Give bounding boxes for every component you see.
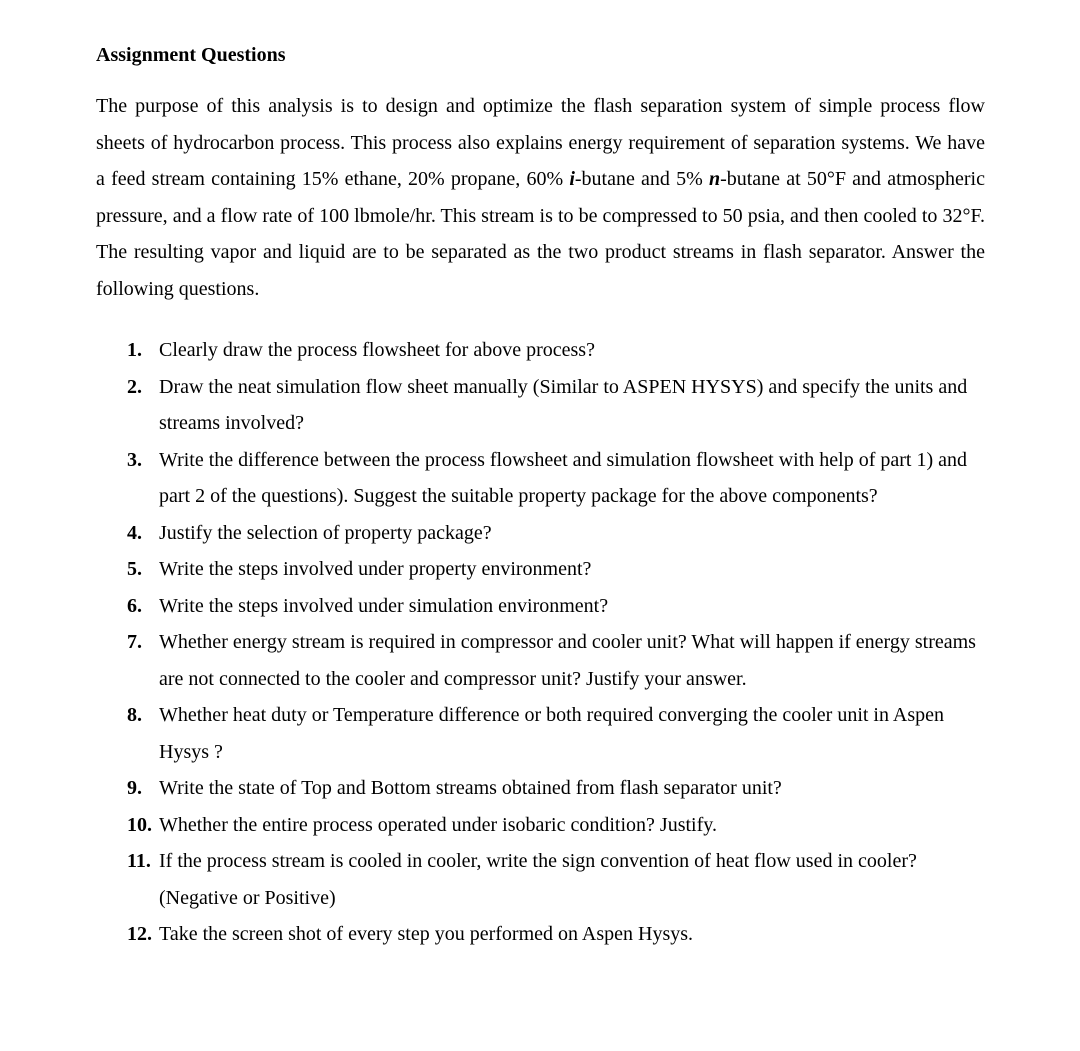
- question-item: [127, 332, 987, 369]
- question-number: 2.: [127, 375, 142, 398]
- question-number: 10.: [127, 813, 152, 836]
- intro-i-prefix: i: [569, 168, 575, 191]
- intro-text-part3: -butane at 50°F and atmospheric pressure, and a flow rate of 100 lbmole/hr. This stream is to be compressed to 50 psia, and then cooled to 32°F. The resulting vapor and liquid are to be separated as the two product streams in flash separator. Answer the following questions.: [96, 168, 985, 300]
- question-number: 4.: [127, 521, 142, 544]
- question-text: Clearly draw the process flowsheet for above process?: [159, 339, 595, 361]
- question-item: [127, 807, 987, 844]
- question-item: [127, 551, 987, 588]
- question-item: [127, 588, 987, 625]
- question-item: [127, 442, 987, 515]
- question-text: If the process stream is cooled in cooler, write the sign convention of heat flow used in cooler? (Negative or Positive): [159, 850, 917, 909]
- question-text: Take the screen shot of every step you performed on Aspen Hysys.: [159, 923, 694, 945]
- question-item: [127, 770, 987, 807]
- question-text: Write the difference between the process flowsheet and simulation flowsheet with help of part 1) and part 2 of the questions). Suggest the suitable property package for the above components?: [159, 448, 967, 507]
- question-number: 7.: [127, 631, 142, 653]
- question-item: [127, 515, 987, 552]
- question-text: Whether heat duty or Temperature difference or both required converging the cooler unit in Aspen Hysys ?: [159, 704, 944, 763]
- question-number: 11.: [127, 850, 151, 872]
- question-text: Write the steps involved under simulation environment?: [159, 594, 609, 617]
- page-title: Assignment Questions: [96, 44, 286, 66]
- question-text: Justify the selection of property package?: [159, 521, 492, 544]
- intro-n-prefix: n: [708, 168, 721, 191]
- question-text: Whether the entire process operated under isobaric condition? Justify.: [159, 813, 717, 836]
- question-item: [127, 916, 987, 953]
- question-number: 1.: [127, 339, 142, 361]
- question-number: 12.: [127, 923, 152, 945]
- intro-text-part1: The purpose of this analysis is to design and optimize the flash separation system of simple process flow sheets of hydrocarbon process. This process also explains energy requirement of separation systems. We have a feed stream containing 15% ethane, 20% propane, 60%: [96, 95, 985, 191]
- question-number: 9.: [127, 777, 142, 799]
- question-item: [127, 624, 987, 697]
- question-number: 3.: [127, 448, 142, 471]
- question-text: Draw the neat simulation flow sheet manually (Similar to ASPEN HYSYS) and specify the units and streams involved?: [159, 375, 968, 434]
- question-item: [127, 697, 987, 770]
- intro-paragraph: [96, 88, 985, 308]
- question-item: [127, 843, 987, 916]
- question-number: 6.: [127, 594, 142, 617]
- question-item: [127, 369, 987, 442]
- question-list: [127, 332, 987, 953]
- intro-text-part2: -butane and 5%: [574, 168, 709, 191]
- question-number: 8.: [127, 704, 142, 726]
- question-number: 5.: [127, 558, 142, 580]
- question-text: Write the steps involved under property environment?: [159, 558, 592, 580]
- question-text: Write the state of Top and Bottom streams obtained from flash separator unit?: [159, 777, 782, 799]
- question-text: Whether energy stream is required in compressor and cooler unit? What will happen if energy streams are not connected to the cooler and compressor unit? Justify your answer.: [159, 631, 976, 690]
